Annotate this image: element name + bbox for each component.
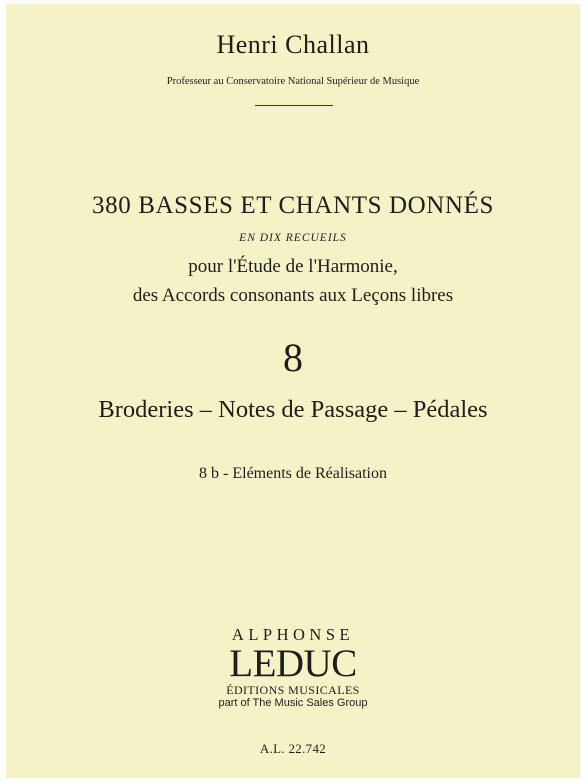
author-title: Professeur au Conservatoire National Supérieur de Musique [166,76,420,87]
purpose-line-2: des Accords consonants aux Leçons libres [132,285,454,306]
score-cover [6,4,580,778]
publisher-logo-text: LEDUC [229,642,357,685]
volume-number: 8 [283,335,303,380]
publisher-line-1: ALPHONSE [231,625,355,644]
series-title: 380 BASSES ET CHANTS DONNÉS [92,192,494,219]
publisher-group-line: part of The Music Sales Group [218,697,368,709]
catalog-number: A.L. 22.742 [259,741,327,756]
author-name: Henri Challan [216,30,370,59]
volume-subtitle: 8 b - Eléments de Réalisation [199,465,387,482]
purpose-line-1: pour l'Étude de l'Harmonie, [188,256,398,277]
publisher-line-3: ÉDITIONS MUSICALES [226,683,360,697]
divider-rule [255,105,333,106]
volume-title: Broderies – Notes de Passage – Pédales [98,396,488,423]
series-subtitle: EN DIX RECUEILS [239,232,347,244]
